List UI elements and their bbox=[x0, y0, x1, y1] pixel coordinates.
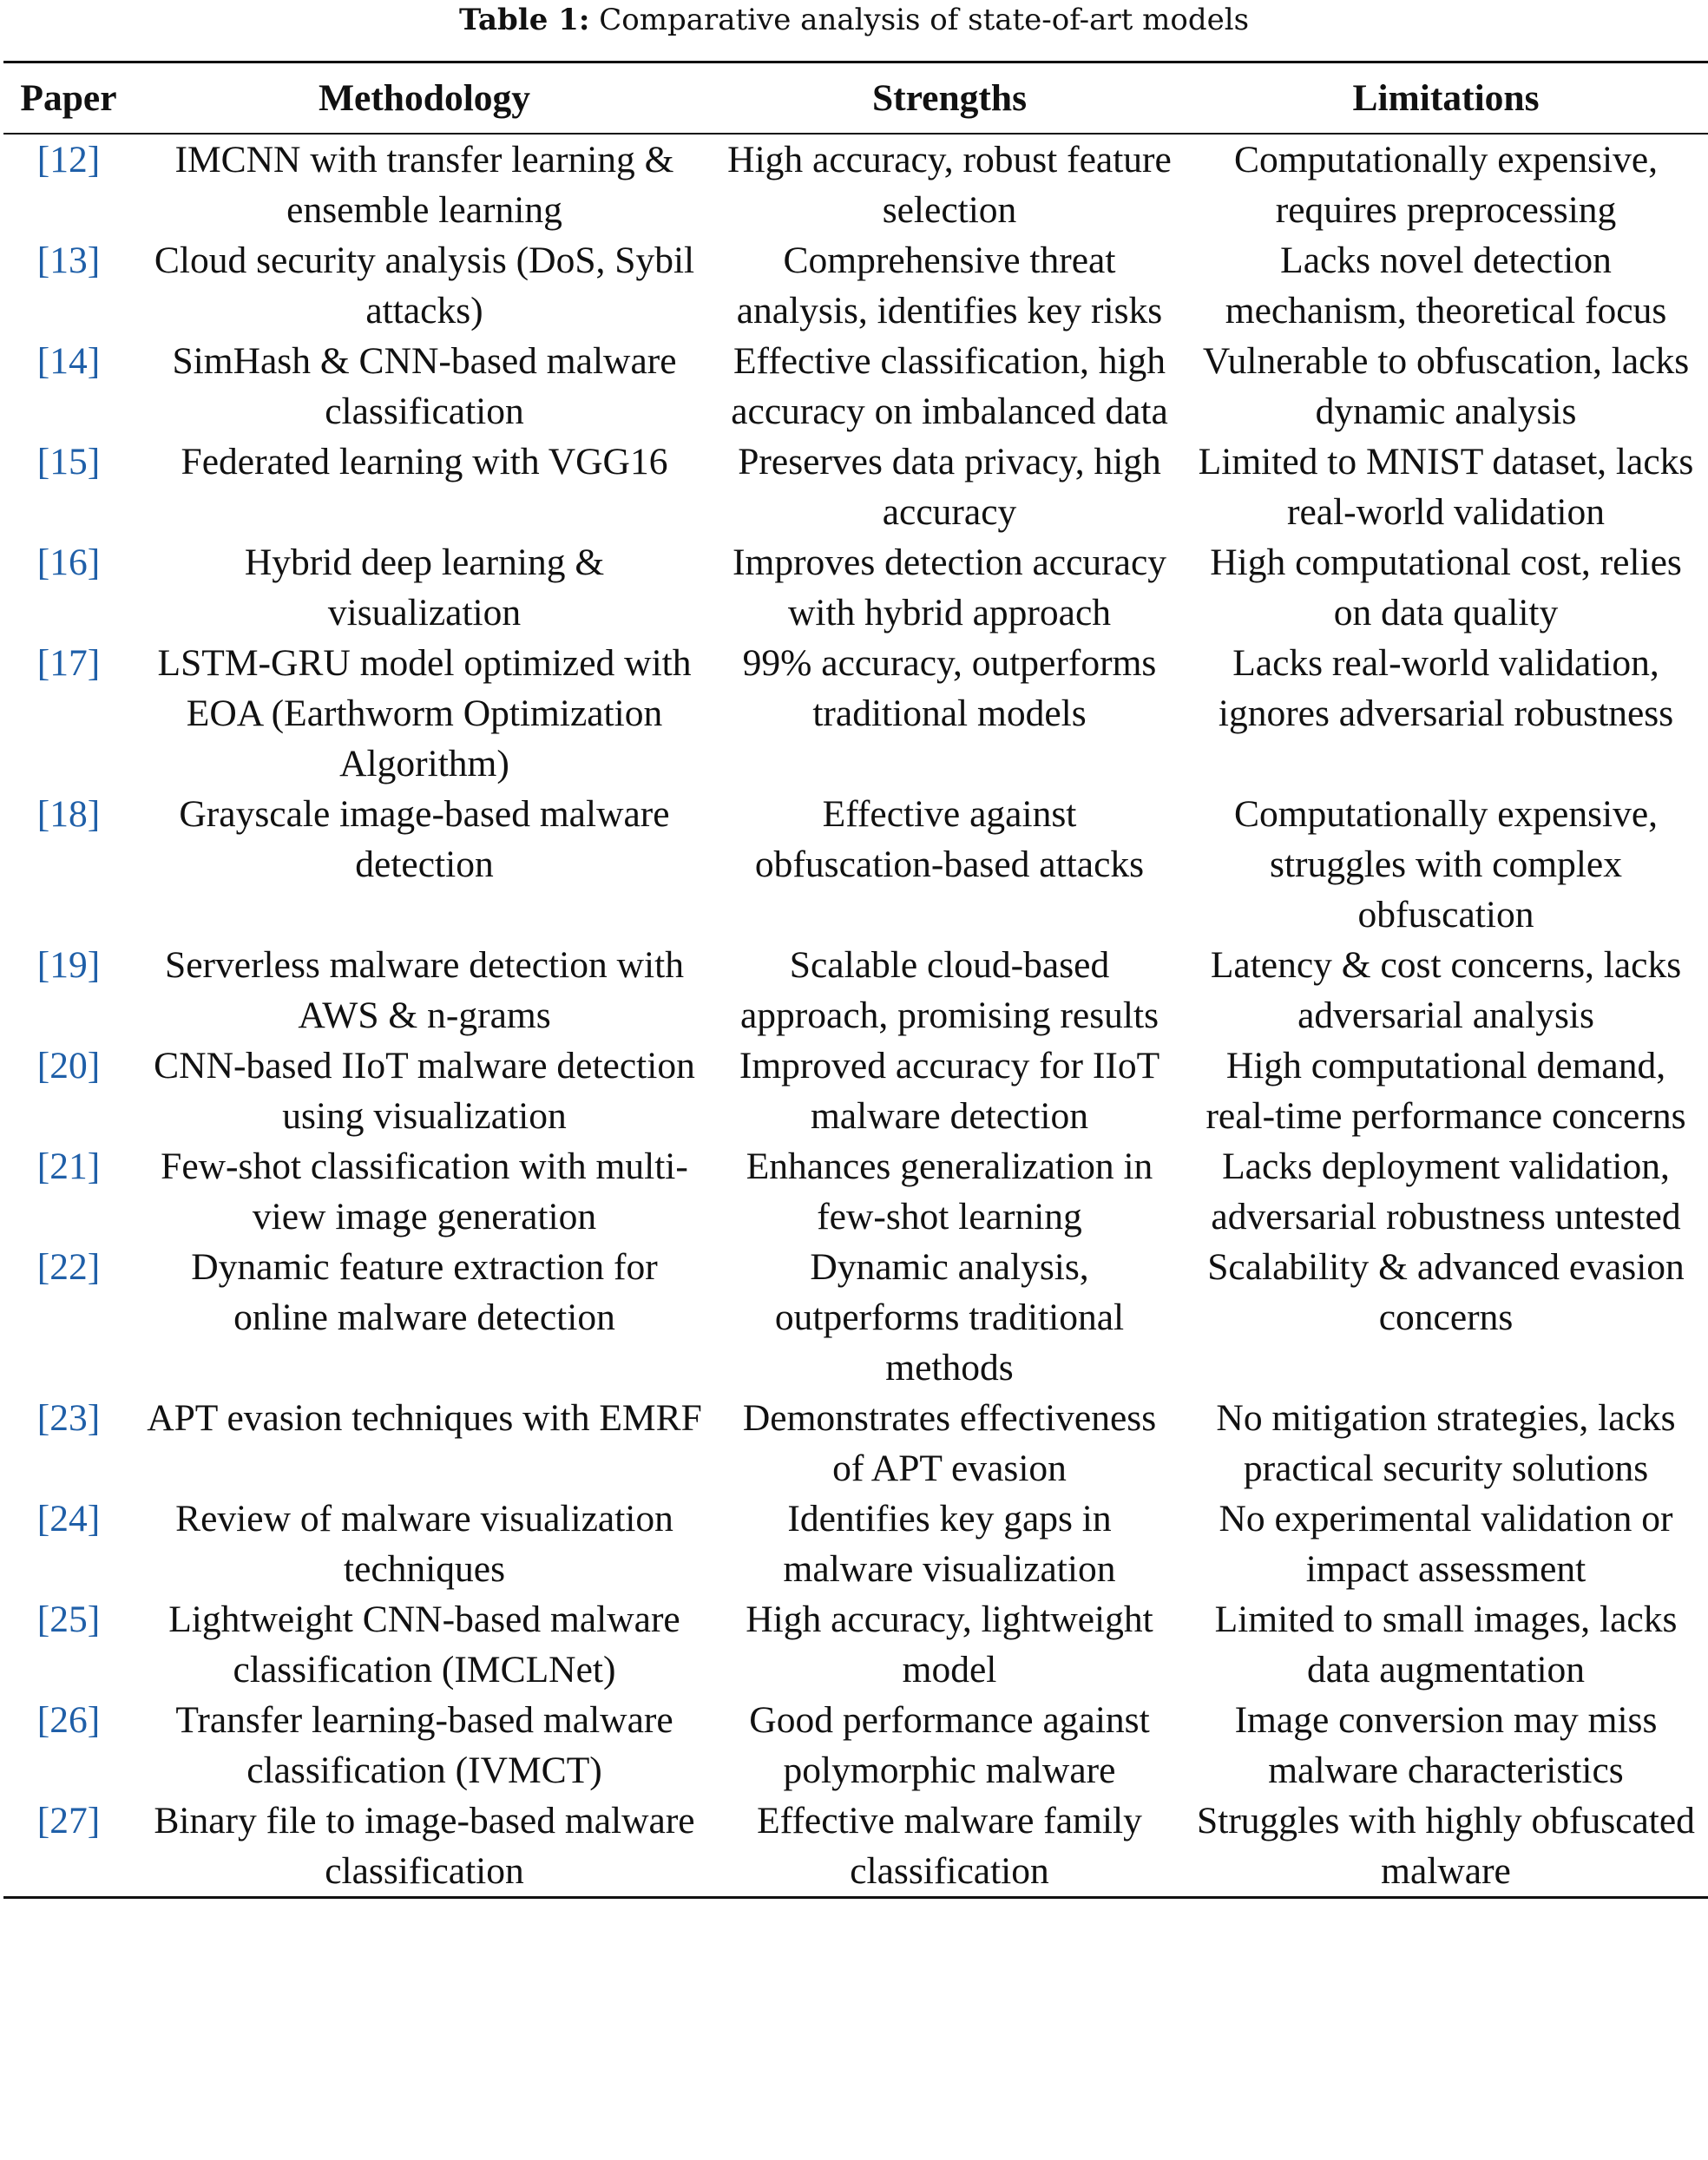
ref-bracket-open: [ bbox=[36, 793, 50, 835]
paper-cell bbox=[3, 1242, 134, 1393]
ref-bracket-close: ] bbox=[87, 240, 101, 281]
table-row bbox=[3, 1041, 1708, 1141]
strengths-text: Effective malware family classification bbox=[757, 1800, 1142, 1892]
paper-cell bbox=[3, 235, 134, 336]
table-row bbox=[3, 1796, 1708, 1898]
ref-bracket-open: [ bbox=[36, 944, 50, 986]
citation-link[interactable]: 19 bbox=[49, 944, 88, 986]
strengths-cell bbox=[715, 1796, 1184, 1898]
table-row bbox=[3, 940, 1708, 1041]
ref-bracket-close: ] bbox=[87, 1397, 101, 1439]
strengths-cell bbox=[715, 1494, 1184, 1594]
ref-bracket-close: ] bbox=[87, 944, 101, 986]
header-limitations: Limitations bbox=[1352, 77, 1540, 119]
limitations-cell bbox=[1184, 437, 1708, 537]
ref-bracket-open: [ bbox=[36, 139, 50, 181]
limitations-cell bbox=[1184, 940, 1708, 1041]
ref-bracket-close: ] bbox=[87, 1599, 101, 1640]
ref-bracket-open: [ bbox=[36, 1146, 50, 1187]
limitations-text: Computationally expensive, requires preprocessing bbox=[1233, 139, 1659, 231]
methodology-text: LSTM-GRU model optimized with EOA (Earthworm Optimization Algorithm) bbox=[157, 642, 692, 785]
citation-link[interactable]: 22 bbox=[49, 1246, 88, 1288]
paper-cell bbox=[3, 537, 134, 638]
strengths-text: Preserves data privacy, high accuracy bbox=[738, 441, 1161, 533]
methodology-cell bbox=[134, 1796, 715, 1898]
methodology-cell bbox=[134, 336, 715, 437]
methodology-cell bbox=[134, 437, 715, 537]
table-label: Table 1: bbox=[458, 3, 590, 37]
table-row bbox=[3, 638, 1708, 789]
strengths-cell bbox=[715, 1141, 1184, 1242]
methodology-text: CNN-based IIoT malware detection using visualization bbox=[154, 1045, 695, 1137]
table-row bbox=[3, 789, 1708, 940]
ref-bracket-close: ] bbox=[87, 1246, 101, 1288]
strengths-cell bbox=[715, 638, 1184, 789]
citation-link[interactable]: 13 bbox=[49, 240, 88, 281]
paper-cell bbox=[3, 1796, 134, 1898]
limitations-text: Struggles with highly obfuscated malware bbox=[1197, 1800, 1695, 1892]
limitations-cell bbox=[1184, 1041, 1708, 1141]
ref-bracket-close: ] bbox=[87, 340, 101, 382]
paper-cell bbox=[3, 1393, 134, 1494]
header-methodology: Methodology bbox=[318, 77, 531, 119]
limitations-cell bbox=[1184, 1393, 1708, 1494]
ref-bracket-close: ] bbox=[87, 793, 101, 835]
paper-cell bbox=[3, 1041, 134, 1141]
methodology-cell bbox=[134, 940, 715, 1041]
strengths-cell bbox=[715, 437, 1184, 537]
paper-cell bbox=[3, 1494, 134, 1594]
limitations-text: Limited to MNIST dataset, lacks real-world validation bbox=[1198, 441, 1694, 533]
limitations-cell bbox=[1184, 638, 1708, 789]
limitations-text: Limited to small images, lacks data augmentation bbox=[1214, 1599, 1678, 1691]
methodology-text: Federated learning with VGG16 bbox=[181, 441, 668, 483]
methodology-text: Grayscale image-based malware detection bbox=[179, 793, 670, 885]
citation-link[interactable]: 20 bbox=[49, 1045, 88, 1087]
limitations-cell bbox=[1184, 789, 1708, 940]
strengths-cell bbox=[715, 1393, 1184, 1494]
table-row bbox=[3, 1242, 1708, 1393]
limitations-cell bbox=[1184, 336, 1708, 437]
strengths-cell bbox=[715, 336, 1184, 437]
ref-bracket-close: ] bbox=[87, 542, 101, 583]
methodology-cell bbox=[134, 1141, 715, 1242]
ref-bracket-open: [ bbox=[36, 1699, 50, 1741]
strengths-text: Dynamic analysis, outperforms traditional methods bbox=[774, 1246, 1125, 1389]
limitations-text: Lacks novel detection mechanism, theoretical focus bbox=[1225, 240, 1667, 332]
limitations-text: High computational demand, real-time performance concerns bbox=[1205, 1045, 1686, 1137]
strengths-cell bbox=[715, 235, 1184, 336]
strengths-text: 99% accuracy, outperforms traditional models bbox=[742, 642, 1157, 734]
strengths-text: High accuracy, lightweight model bbox=[746, 1599, 1153, 1691]
ref-bracket-close: ] bbox=[87, 1800, 101, 1842]
ref-bracket-open: [ bbox=[36, 642, 50, 684]
citation-link[interactable]: 27 bbox=[49, 1800, 88, 1842]
citation-link[interactable]: 14 bbox=[49, 340, 88, 382]
header-paper: Paper bbox=[20, 77, 117, 119]
methodology-cell bbox=[134, 235, 715, 336]
ref-bracket-close: ] bbox=[87, 1146, 101, 1187]
header-row bbox=[3, 62, 1708, 135]
table-row bbox=[3, 1695, 1708, 1796]
methodology-text: APT evasion techniques with EMRF bbox=[147, 1397, 702, 1439]
strengths-text: Enhances generalization in few-shot learning bbox=[746, 1146, 1153, 1238]
table-title: Comparative analysis of state-of-art models bbox=[589, 3, 1250, 37]
limitations-cell bbox=[1184, 1494, 1708, 1594]
citation-link[interactable]: 15 bbox=[49, 441, 88, 483]
methodology-text: Review of malware visualization techniques bbox=[175, 1498, 673, 1590]
strengths-text: Improved accuracy for IIoT malware detection bbox=[739, 1045, 1160, 1137]
limitations-text: High computational cost, relies on data quality bbox=[1210, 542, 1682, 634]
paper-cell bbox=[3, 1695, 134, 1796]
citation-link[interactable]: 26 bbox=[49, 1699, 88, 1741]
paper-cell bbox=[3, 1594, 134, 1695]
paper-cell bbox=[3, 638, 134, 789]
methodology-text: IMCNN with transfer learning & ensemble learning bbox=[174, 139, 674, 231]
limitations-text: No mitigation strategies, lacks practical security solutions bbox=[1216, 1397, 1676, 1489]
paper-cell bbox=[3, 134, 134, 235]
methodology-text: Dynamic feature extraction for online malware detection bbox=[191, 1246, 658, 1338]
methodology-text: Hybrid deep learning & visualization bbox=[244, 542, 605, 634]
citation-link[interactable]: 12 bbox=[49, 139, 88, 181]
strengths-cell bbox=[715, 1695, 1184, 1796]
methodology-cell bbox=[134, 134, 715, 235]
strengths-text: Good performance against polymorphic malware bbox=[749, 1699, 1150, 1791]
ref-bracket-close: ] bbox=[87, 441, 101, 483]
limitations-cell bbox=[1184, 1796, 1708, 1898]
strengths-cell bbox=[715, 1594, 1184, 1695]
strengths-text: Scalable cloud-based approach, promising results bbox=[739, 944, 1159, 1036]
citation-link[interactable]: 16 bbox=[49, 542, 88, 583]
strengths-text: Demonstrates effectiveness of APT evasion bbox=[742, 1397, 1157, 1489]
methodology-text: Lightweight CNN-based malware classification (IMCLNet) bbox=[168, 1599, 680, 1691]
table-caption bbox=[0, 0, 1708, 40]
limitations-text: Computationally expensive, struggles with complex obfuscation bbox=[1233, 793, 1659, 936]
strengths-text: Identifies key gaps in malware visualization bbox=[783, 1498, 1116, 1590]
ref-bracket-open: [ bbox=[36, 441, 50, 483]
limitations-text: Scalability & advanced evasion concerns bbox=[1207, 1246, 1685, 1338]
table-row bbox=[3, 437, 1708, 537]
strengths-text: Effective against obfuscation-based attacks bbox=[754, 793, 1145, 885]
methodology-cell bbox=[134, 1494, 715, 1594]
citation-link[interactable]: 25 bbox=[49, 1599, 88, 1640]
strengths-cell bbox=[715, 537, 1184, 638]
ref-bracket-close: ] bbox=[87, 1699, 101, 1741]
table-row bbox=[3, 1393, 1708, 1494]
methodology-cell bbox=[134, 1594, 715, 1695]
methodology-text: SimHash & CNN-based malware classification bbox=[172, 340, 677, 432]
ref-bracket-open: [ bbox=[36, 1045, 50, 1087]
ref-bracket-open: [ bbox=[36, 1498, 50, 1540]
limitations-cell bbox=[1184, 1594, 1708, 1695]
limitations-text: Lacks deployment validation, adversarial robustness untested bbox=[1211, 1146, 1681, 1238]
methodology-text: Few-shot classification with multi-view image generation bbox=[161, 1146, 688, 1238]
strengths-text: Improves detection accuracy with hybrid approach bbox=[732, 542, 1166, 634]
methodology-cell bbox=[134, 1041, 715, 1141]
strengths-text: Effective classification, high accuracy on imbalanced data bbox=[731, 340, 1168, 432]
limitations-cell bbox=[1184, 235, 1708, 336]
table-row bbox=[3, 1141, 1708, 1242]
table-row bbox=[3, 235, 1708, 336]
ref-bracket-close: ] bbox=[87, 139, 101, 181]
limitations-text: Vulnerable to obfuscation, lacks dynamic analysis bbox=[1202, 340, 1690, 432]
ref-bracket-open: [ bbox=[36, 1397, 50, 1439]
methodology-cell bbox=[134, 1393, 715, 1494]
citation-link[interactable]: 17 bbox=[49, 642, 88, 684]
citation-link[interactable]: 18 bbox=[49, 793, 88, 835]
methodology-text: Serverless malware detection with AWS & n-grams bbox=[165, 944, 684, 1036]
methodology-cell bbox=[134, 1242, 715, 1393]
citation-link[interactable]: 23 bbox=[49, 1397, 88, 1439]
strengths-text: High accuracy, robust feature selection bbox=[727, 139, 1172, 231]
ref-bracket-open: [ bbox=[36, 1800, 50, 1842]
limitations-cell bbox=[1184, 537, 1708, 638]
paper-cell bbox=[3, 437, 134, 537]
limitations-cell bbox=[1184, 1695, 1708, 1796]
header-strengths: Strengths bbox=[871, 77, 1028, 119]
ref-bracket-close: ] bbox=[87, 642, 101, 684]
limitations-cell bbox=[1184, 134, 1708, 235]
limitations-cell bbox=[1184, 1242, 1708, 1393]
ref-bracket-open: [ bbox=[36, 1599, 50, 1640]
methodology-text: Binary file to image-based malware classification bbox=[154, 1800, 695, 1892]
paper-cell bbox=[3, 940, 134, 1041]
ref-bracket-open: [ bbox=[36, 542, 50, 583]
ref-bracket-open: [ bbox=[36, 340, 50, 382]
limitations-text: No experimental validation or impact assessment bbox=[1219, 1498, 1673, 1590]
methodology-cell bbox=[134, 638, 715, 789]
table-row bbox=[3, 1594, 1708, 1695]
ref-bracket-open: [ bbox=[36, 1246, 50, 1288]
limitations-text: Latency & cost concerns, lacks adversarial analysis bbox=[1210, 944, 1682, 1036]
strengths-cell bbox=[715, 134, 1184, 235]
strengths-cell bbox=[715, 1041, 1184, 1141]
ref-bracket-close: ] bbox=[87, 1498, 101, 1540]
paper-cell bbox=[3, 1141, 134, 1242]
ref-bracket-open: [ bbox=[36, 240, 50, 281]
limitations-cell bbox=[1184, 1141, 1708, 1242]
strengths-text: Comprehensive threat analysis, identifies key risks bbox=[736, 240, 1163, 332]
table-row bbox=[3, 336, 1708, 437]
paper-cell bbox=[3, 789, 134, 940]
methodology-cell bbox=[134, 789, 715, 940]
paper-cell bbox=[3, 336, 134, 437]
methodology-text: Cloud security analysis (DoS, Sybil attacks) bbox=[154, 240, 695, 332]
strengths-cell bbox=[715, 789, 1184, 940]
strengths-cell bbox=[715, 940, 1184, 1041]
limitations-text: Image conversion may miss malware characteristics bbox=[1234, 1699, 1658, 1791]
methodology-text: Transfer learning-based malware classification (IVMCT) bbox=[175, 1699, 673, 1791]
limitations-text: Lacks real-world validation, ignores adversarial robustness bbox=[1218, 642, 1674, 734]
strengths-cell bbox=[715, 1242, 1184, 1393]
table-row bbox=[3, 1494, 1708, 1594]
methodology-cell bbox=[134, 537, 715, 638]
comparison-table bbox=[3, 61, 1708, 1899]
table-row bbox=[3, 134, 1708, 235]
table-row bbox=[3, 537, 1708, 638]
methodology-cell bbox=[134, 1695, 715, 1796]
citation-link[interactable]: 21 bbox=[49, 1146, 88, 1187]
citation-link[interactable]: 24 bbox=[49, 1498, 88, 1540]
ref-bracket-close: ] bbox=[87, 1045, 101, 1087]
